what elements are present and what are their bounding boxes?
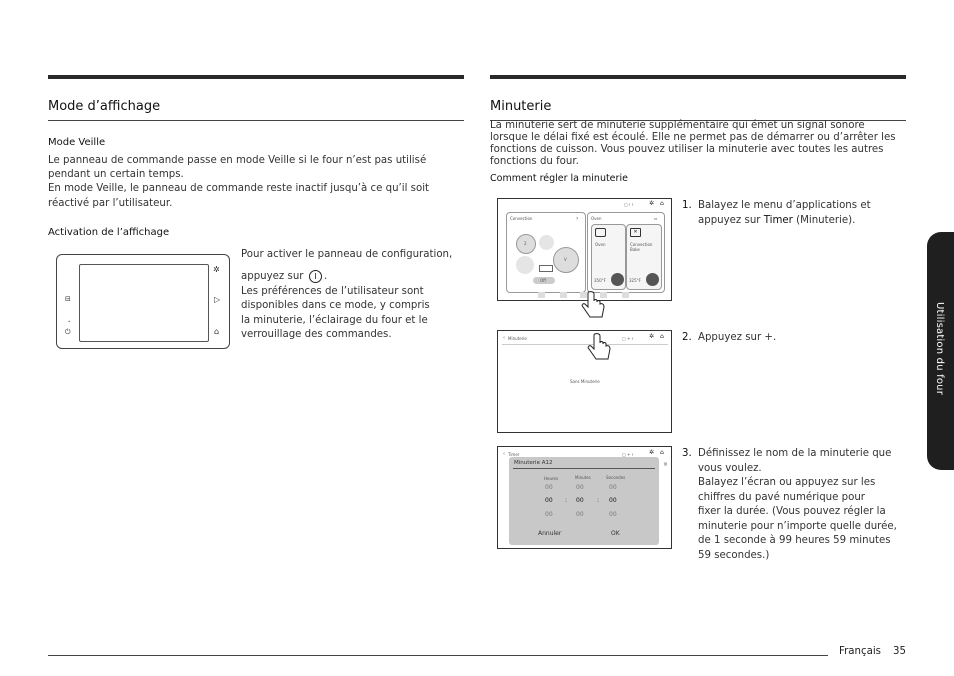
step1-number: 1.	[682, 200, 692, 211]
s3-next-s[interactable]: 00	[609, 511, 617, 518]
step3-text-2: vous voulez.	[698, 463, 762, 474]
s3-settings-icon: ✲	[649, 449, 655, 456]
s3-cur-m[interactable]: 00	[576, 497, 584, 504]
s3-dialog-title-rule	[513, 468, 655, 469]
panel-dot-icon: •	[68, 319, 71, 324]
step2-number: 2.	[682, 332, 692, 343]
s3-cur-h[interactable]: 00	[545, 497, 553, 504]
s1-oven-label: Oven	[595, 242, 606, 247]
s3-home-icon: ⌂	[660, 449, 664, 456]
s1-oven-mode[interactable]	[591, 224, 626, 290]
activation-text-2b: .	[324, 271, 328, 282]
step3-text-1: Définissez le nom de la minuterie que	[698, 448, 892, 459]
screen-timer-empty	[497, 330, 672, 433]
s2-top-rule	[502, 344, 668, 345]
s3-prev-h[interactable]: 00	[545, 484, 553, 491]
step1-text-1: Balayez le menu d’applications et	[698, 200, 871, 211]
s1-play-button-1[interactable]	[611, 273, 624, 286]
s3-dialog	[509, 457, 659, 545]
s3-col-minutes: Minutes	[575, 475, 591, 480]
s1-temp2: 325°F	[629, 278, 641, 283]
s2-hand-pointer-icon	[586, 333, 612, 365]
s2-back-icon[interactable]: ‹	[503, 335, 505, 341]
s3-dialog-title: Minuterie A12	[514, 460, 553, 466]
standby-text-2a: En mode Veille, le panneau de commande reste inactif jusqu’à ce qu’il soit	[48, 183, 430, 194]
s1-small-rect	[539, 265, 553, 272]
s1-knob-b[interactable]	[539, 235, 554, 250]
s3-prev-m[interactable]: 00	[576, 484, 584, 491]
s1-off-label: Off	[540, 278, 546, 283]
activation-text-2a: appuyez sur	[241, 271, 304, 282]
s3-prev-s[interactable]: 00	[609, 484, 617, 491]
s1-knob-v-label: V	[564, 257, 567, 262]
timer-intro-3: fonctions de cuisson. Vous pouvez utiliser la minuterie avec toutes les autres	[490, 144, 884, 155]
s1-knob-c[interactable]	[516, 256, 534, 274]
power-button-icon	[309, 270, 322, 283]
s1-knob-v[interactable]	[553, 247, 579, 273]
s1-oven-icon	[595, 228, 606, 237]
step3-text-4: chiffres du pavé numérique pour	[698, 492, 865, 503]
screen-timer-set	[497, 446, 672, 549]
s1-fan-icon: ✕	[630, 228, 641, 237]
footer-language: Français	[839, 646, 881, 657]
step2-text: Appuyez sur +.	[698, 332, 777, 343]
step1-text-2a: appuyez sur	[698, 215, 761, 226]
step1-text-2c: (Minuterie).	[796, 215, 856, 226]
s1-play-button-2[interactable]	[646, 273, 659, 286]
step3-text-3: Balayez l’écran ou appuyez sur les	[698, 477, 876, 488]
s1-hand-pointer-icon	[580, 291, 606, 323]
s3-ok-button[interactable]: OK	[611, 530, 620, 537]
standby-heading: Mode Veille	[48, 137, 106, 148]
section-title-display-mode: Mode d’affichage	[48, 99, 161, 114]
s2-settings-icon: ✲	[649, 333, 655, 340]
left-top-bar	[48, 75, 464, 79]
panel-display-screen	[79, 264, 209, 342]
s3-col-seconds: Secondes	[606, 475, 626, 480]
footer-rule	[48, 655, 828, 656]
panel-power-icon: ⏻	[65, 328, 71, 336]
standby-text-2b: réactivé par l’utilisateur.	[48, 198, 173, 209]
s1-card2-label: Oven	[591, 216, 602, 221]
s3-cancel-button[interactable]: Annuler	[538, 530, 562, 537]
s3-sep-2: :	[597, 497, 600, 504]
s2-back-label: Minuterie	[508, 336, 527, 341]
s1-oven-card[interactable]	[587, 212, 665, 293]
step3-text-7: de 1 seconde à 99 heures 59 minutes	[698, 535, 891, 546]
step1-text-2	[698, 214, 855, 229]
s1-card1-chevron-icon: ›	[576, 215, 579, 222]
s3-col-hours: Heures	[544, 476, 559, 481]
s1-card2-arrows-icon: ⇔	[654, 216, 658, 221]
s1-temp1: 350°F	[594, 278, 606, 283]
chapter-side-tab	[927, 232, 954, 470]
control-panel-illustration	[56, 254, 230, 349]
standby-text-1b: pendant un certain temps.	[48, 169, 184, 180]
step3-text-6: minuterie pour n’importe quelle durée,	[698, 521, 897, 532]
screen-app-menu	[497, 198, 672, 301]
activation-text-4: disponibles dans ce mode, y compris	[241, 300, 430, 311]
activation-text-1: Pour activer le panneau de configuration,	[241, 249, 453, 260]
activation-text-6: verrouillage des commandes.	[241, 329, 392, 340]
timer-intro-4: fonctions du four.	[490, 156, 579, 167]
standby-text-1a: Le panneau de commande passe en mode Veille si le four n’est pas utilisé	[48, 155, 427, 166]
activation-text-3: Les préférences de l’utilisateur sont	[241, 286, 424, 297]
panel-lock-icon: ⌂	[214, 327, 220, 336]
section-title-timer: Minuterie	[490, 99, 552, 114]
s3-status-icons: ▢ + ⁞	[622, 452, 633, 457]
s1-knob-2-label: 2	[524, 241, 527, 246]
s1-conv-bake-l2: Bake	[630, 247, 640, 252]
step3-text-8: 59 secondes.)	[698, 550, 770, 561]
howto-heading: Comment régler la minuterie	[490, 173, 628, 184]
s1-knob-2[interactable]	[516, 234, 536, 254]
s3-next-m[interactable]: 00	[576, 511, 584, 518]
activation-text-5: la minuterie, l’éclairage du four et le	[241, 315, 428, 326]
right-top-bar	[490, 75, 906, 79]
s1-app-icon-2[interactable]	[560, 292, 567, 298]
timer-intro-1: La minuterie sert de minuterie supplémentaire qui émet un signal sonore	[490, 120, 865, 131]
panel-light-icon: ✲	[213, 265, 220, 274]
power-button-glyph: I	[314, 272, 317, 281]
s3-cur-s[interactable]: 00	[609, 497, 617, 504]
s1-settings-icon: ✲	[649, 200, 655, 207]
s2-status-icons: ▢ + ⁞	[622, 336, 633, 341]
chapter-side-tab-label: Utilisation du four	[934, 302, 945, 395]
s1-card1-label: Convection	[510, 216, 533, 221]
s3-sep-1: :	[565, 497, 568, 504]
s1-app-icon-1[interactable]	[538, 292, 545, 298]
left-title-rule	[48, 120, 464, 121]
s3-back-icon[interactable]: ‹	[503, 451, 505, 457]
s1-status-icons: ▢ ⁞ ⁞	[624, 202, 633, 207]
s3-next-h[interactable]: 00	[545, 511, 553, 518]
s1-off-toggle[interactable]	[533, 277, 555, 284]
s3-close-icon[interactable]: ×	[663, 461, 669, 468]
s3-back-label: Timer	[508, 452, 520, 457]
s1-convection-card[interactable]	[506, 212, 586, 293]
panel-start-icon: ▷	[214, 295, 221, 304]
s1-conv-bake-mode[interactable]	[626, 224, 662, 290]
s1-conv-bake-l1: Convection	[630, 242, 653, 247]
s1-app-icon-5[interactable]	[622, 292, 629, 298]
step3-number: 3.	[682, 448, 692, 459]
step3-text-5: fixer la durée. (Vous pouvez régler la	[698, 506, 886, 517]
timer-intro-2: lorsque le délai fixé est écoulé. Elle ne permet pas de démarrer ou d’arrêter les	[490, 132, 896, 143]
s2-home-icon: ⌂	[660, 333, 664, 340]
panel-timer-icon: ⊟	[65, 295, 71, 303]
step1-timer-word: Timer	[763, 215, 793, 226]
footer-page-number: 35	[893, 646, 906, 657]
s2-center-label: Sans Minuterie	[570, 379, 600, 384]
activation-heading: Activation de l’affichage	[48, 227, 170, 238]
s1-home-icon: ⌂	[660, 200, 664, 207]
